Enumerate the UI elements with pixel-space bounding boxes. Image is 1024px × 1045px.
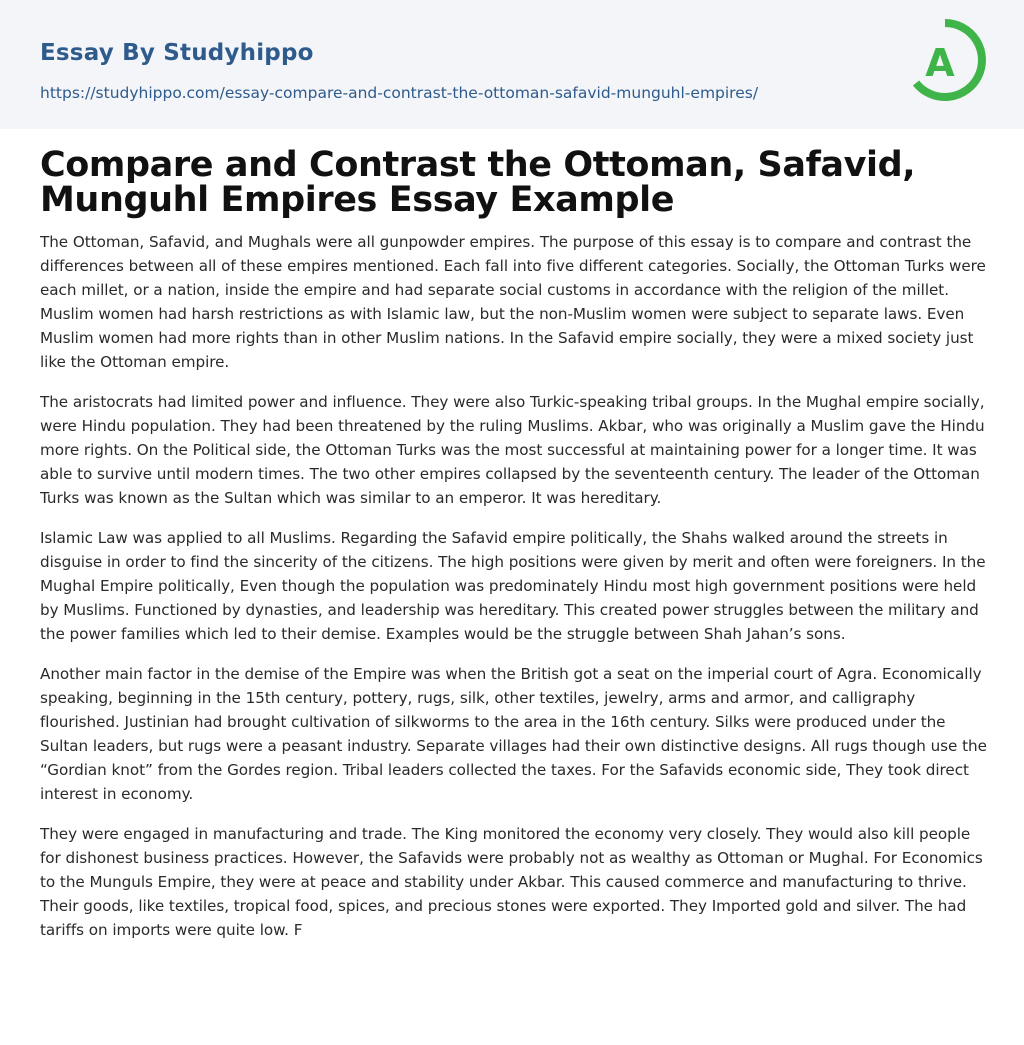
article-title: Compare and Contrast the Ottoman, Safavid, Munguhl Empires Essay Example: [40, 145, 916, 220]
paragraph: Another main factor in the demise of the Empire was when the British got a seat on the imperial court of Agra. Economically speaking, beginning in the 15th century, pottery, rugs, silk, other textiles, jewelry, arms and armor, and calligraphy flourished. Justinian had brought cultivation of silkworms to the area in the 16th century. Silks were produced under the Sultan leaders, but rugs were a peasant industry. Separate villages had their own distinctive designs. All rugs though use the “Gordian knot” from the Gordes region. Tribal leaders collected the taxes. For the Safavids economic side, They took direct interest in economy.: [40, 665, 987, 803]
site-header: [0, 0, 1024, 129]
paragraph: The aristocrats had limited power and influence. They were also Turkic-speaking tribal groups. In the Mughal empire socially, were Hindu population. They had been threatened by the ruling Muslims. Akbar, who was originally a Muslim gave the Hindu more rights. On the Political side, the Ottoman Turks was the most successful at maintaining power for a longer time. It was able to survive until modern times. The two other empires collapsed by the seventeenth century. The leader of the Ottoman Turks was known as the Sultan which was similar to an emperor. It was hereditary.: [40, 393, 985, 507]
article: [40, 145, 990, 958]
paragraph: Islamic Law was applied to all Muslims. Regarding the Safavid empire politically, the Shahs walked around the streets in disguise in order to find the sincerity of the citizens. The high positions were given by merit and often were foreigners. In the Mughal Empire politically, Even though the population was predominately Hindu most high government positions were held by Muslims. Functioned by dynasties, and leadership was hereditary. This created power struggles between the military and the power families which led to their demise. Examples would be the struggle between Shah Jahan’s sons.: [40, 529, 986, 643]
article-body: [40, 230, 990, 942]
logo-letter: A: [925, 41, 955, 85]
site-brand[interactable]: Essay By Studyhippo: [40, 40, 314, 66]
paragraph: They were engaged in manufacturing and trade. The King monitored the economy very closely. They would also kill people for dishonest business practices. However, the Safavids were probably not as wealthy as Ottoman or Mughal. For Economics to the Munguls Empire, they were at peace and stability under Akbar. This caused commerce and manufacturing to thrive. Their goods, like textiles, tropical food, spices, and precious stones were exported. They Imported gold and silver. The had tariffs on imports were quite low. F: [40, 825, 983, 939]
paragraph: The Ottoman, Safavid, and Mughals were all gunpowder empires. The purpose of this essay is to compare and contrast the differences between all of these empires mentioned. Each fall into five different categories. Socially, the Ottoman Turks were each millet, or a nation, inside the empire and had separate social customs in accordance with the religion of the millet. Muslim women had harsh restrictions as with Islamic law, but the non-Muslim women were subject to separate laws. Even Muslim women had more rights than in other Muslim nations. In the Safavid empire socially, they were a mixed society just like the Ottoman empire.: [40, 233, 986, 371]
studyhippo-logo-icon[interactable]: [908, 18, 990, 106]
essay-url-link[interactable]: https://studyhippo.com/essay-compare-and-contrast-the-ottoman-safavid-munguhl-empires/: [40, 84, 759, 102]
